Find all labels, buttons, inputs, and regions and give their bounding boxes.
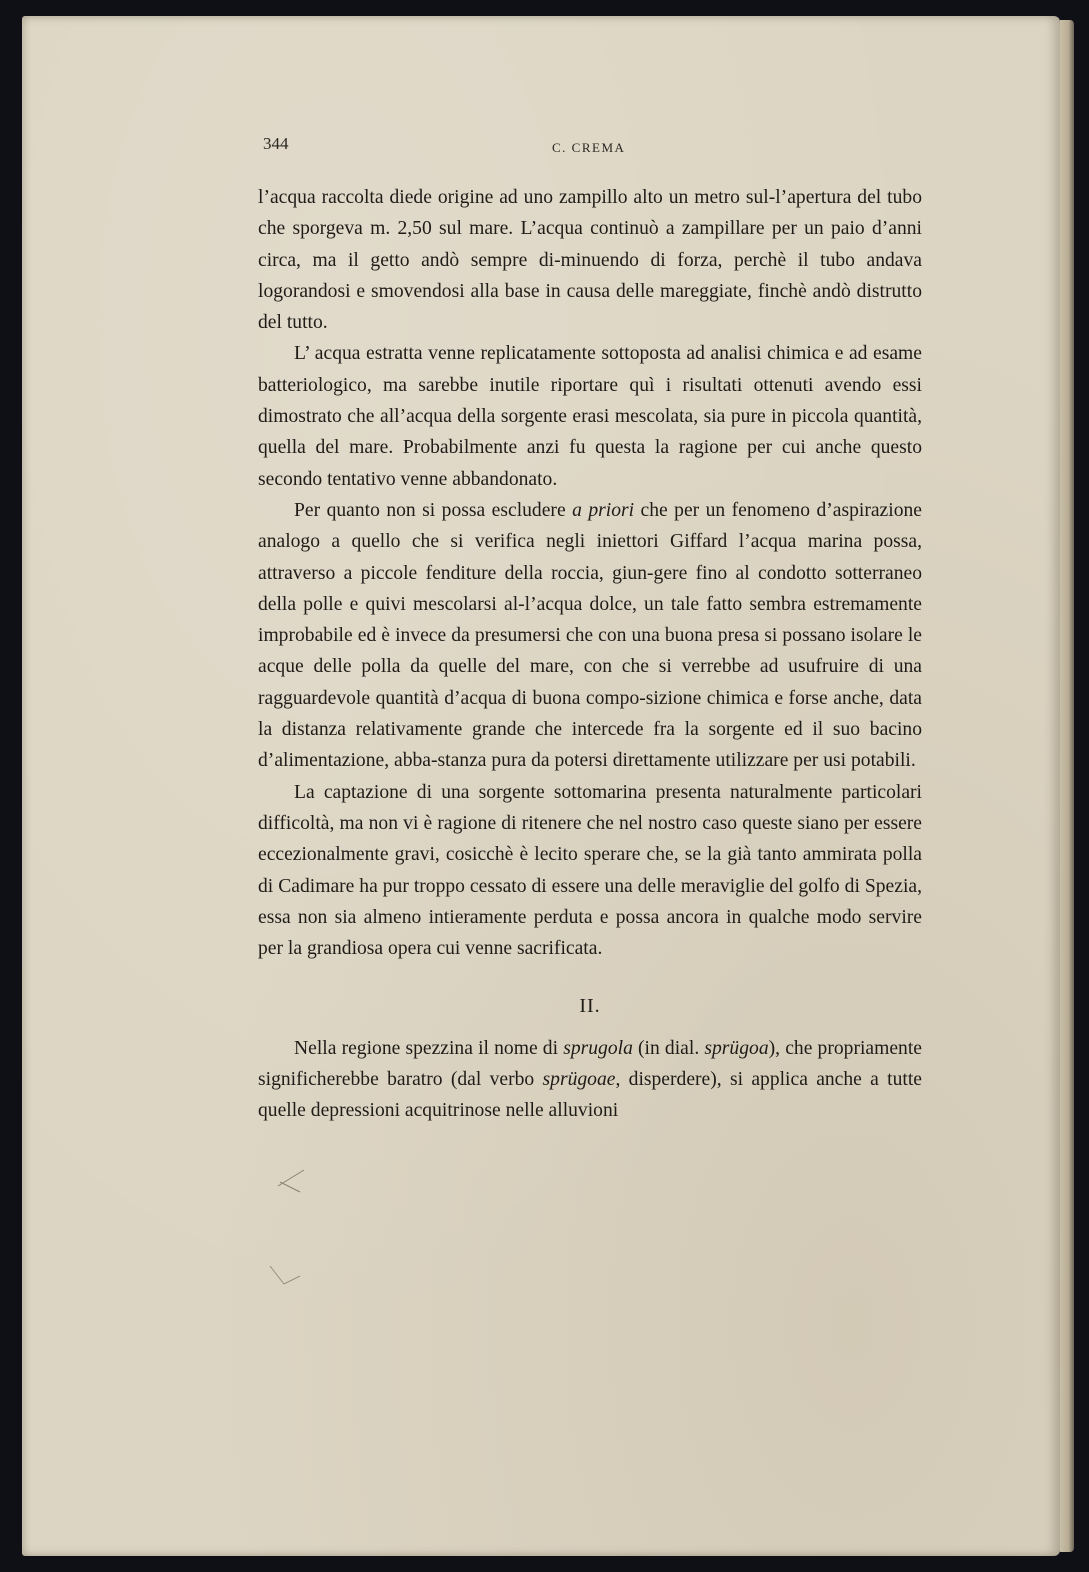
pencil-mark-icon (274, 1164, 314, 1194)
text-run: L’ acqua estratta venne replicatamente sottoposta ad analisi chimica e ad esame batteriologico, ma sarebbe inutile riportare quì i risultati ottenuti avendo essi dimostrato che all’acqua della sorgente erasi mescolata, sia pure in piccola quantità, quella del mare. Probabilmente anzi fu questa la ragione per cui anche questo secondo tentativo venne abbandonato. (258, 343, 922, 490)
text-run: La captazione di una sorgente sottomarina presenta naturalmente particolari difficoltà, ma non vi è ragione di ritenere che nel nostro caso queste siano per essere eccezionalmente gravi, cosicchè è lecito sperare che, se la già tanto ammirata polla di Cadimare ha pur troppo cessato di essere una delle meraviglie del golfo di Spezia, essa non sia almeno intieramente perduta e possa ancora in qualche modo servire per la grandiosa opera cui venne sacrificata. (258, 781, 922, 960)
italic-term: sprügoa (704, 1037, 769, 1059)
paragraph-4 (258, 777, 922, 965)
text-run: ), che propriamente significherebbe baratro (dal verbo (258, 1037, 922, 1091)
text-run: (in dial. (632, 1037, 705, 1059)
italic-term: sprügoae (542, 1069, 616, 1091)
text-run: , disperdere), si applica anche a tutte quelle depressioni acquitrinose nelle alluvioni (258, 1069, 922, 1122)
page-edge (1060, 20, 1074, 1552)
text-run: Nella regione spezzina il nome di (294, 1037, 564, 1059)
page-number: 344 (263, 134, 289, 153)
italic-term: a priori (572, 499, 635, 521)
text-run: l’acqua raccolta diede origine ad uno zampillo alto un metro sul-l’apertura del tubo che sporgeva m. 2,50 sul mare. L’acqua continuò a zampillare per un paio d’anni circa, ma il getto andò sempre di-minuendo di forza, perchè il tubo andava logorandosi e smovendosi alla base in causa delle mareggiate, finchè andò distrutto del tutto. (258, 187, 922, 334)
section-heading: II. (579, 995, 601, 1018)
body-text (258, 182, 922, 1127)
paragraph-2 (258, 338, 922, 494)
running-head: C. CREMA (552, 140, 626, 155)
book-page (22, 16, 1060, 1556)
paragraph-3 (258, 495, 922, 777)
paragraph-5 (258, 1033, 922, 1127)
text-run: che per un fenomeno d’aspirazione analogo a quello che si verifica negli iniettori Giffard l’acqua marina possa, attraverso a piccole fenditure della roccia, giun-gere fino al condotto sotterraneo della polle e quivi mescolarsi al-l’acqua dolce, un tale fatto sembra estremamente improbabile ed è invece da presumersi che con una buona presa si possano isolare le acque delle polla da quelle del mare, con che si verrebbe ad usufruire di una ragguardevole quantità d’acqua di buona compo-sizione chimica e forse anche, data la distanza relativamente grande che intercede fra la sorgente ed il suo bacino d’alimentazione, abba-stanza pura da potersi direttamente utilizzare per usi potabili. (258, 499, 922, 772)
paragraph-1 (258, 182, 922, 338)
italic-term: sprugola (563, 1037, 633, 1059)
pencil-tick-icon (266, 1262, 306, 1292)
text-run: Per quanto non si possa escludere (294, 499, 573, 521)
